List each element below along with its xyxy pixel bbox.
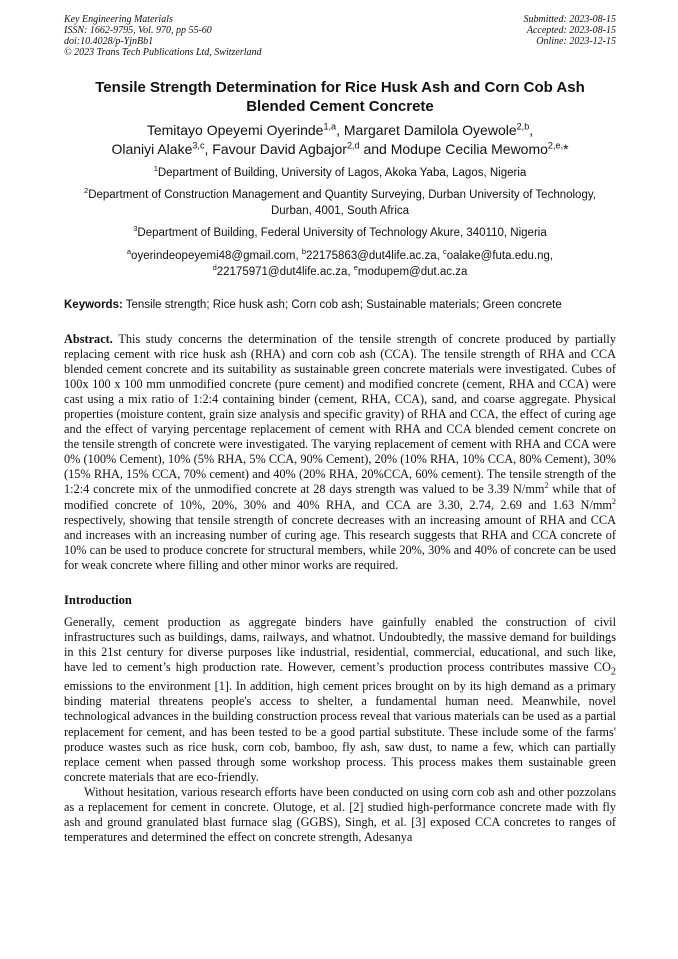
keywords-label: Keywords: [64,299,123,311]
affiliation-text: Department of Building, University of Lagos, Akoka Yaba, Lagos, Nigeria [157,167,527,179]
email-separator: , [436,250,444,262]
submitted-date: Submitted: 2023-08-15 [523,14,616,25]
email-separator: , [347,266,354,278]
introduction-body [64,615,616,845]
intro-text: Generally, cement production as aggregate binders have gainfully enabled the construction of civil infrastructures such as buildings, dams, railways, and whatnot. Undoubtedly, the massive demand for buildings in this 21st century for diverse purposes like industrial, residential, commercial, educational, and such like, have led to cement’s high production rate. However, cement’s production process contributes massive CO [64,614,616,674]
paper-title [64,78,616,116]
email-link[interactable]: oalake@futa.edu.ng [446,250,550,262]
affiliation-text: Department of Construction Management and Quantity Surveying, Durban University of Technology, Durban, 4001, South Africa [88,189,596,217]
email-link[interactable]: modupem@dut.ac.za [357,266,468,278]
email-label: e [353,263,358,273]
affiliation-1 [64,165,616,181]
introduction-heading: Introduction [64,592,132,607]
email-label: d [212,263,217,273]
abstract-text: while that of modified concrete of 10%, 20%, 30% and 40% RHA, and CCA are 3.30, 2.74, 2.69 and 1.63 N/mm [64,482,616,512]
affiliation-2 [64,187,616,219]
email-link[interactable]: 22175863@dut4life.ac.za [306,250,437,262]
author-sup: 2,b [516,121,530,132]
author-name: Margaret Damilola Oyewole [343,122,517,138]
author-name: Modupe Cecilia Mewomo [390,141,548,157]
author-sup: 1,a [323,121,337,132]
co2-subscript: 2 [610,666,616,678]
author-list [64,121,616,159]
email-label: a [126,247,132,257]
email-separator: , [295,250,302,262]
author-separator: and [359,141,391,157]
title-line-1: Tensile Strength Determination for Rice Husk Ash and Corn Cob Ash [95,79,585,96]
accepted-date: Accepted: 2023-08-15 [526,25,616,36]
affiliation-sup: 2 [84,186,89,196]
abstract-text: This study concerns the determination of the tensile strength of concrete produced by partially replacing cement with rice husk ash (RHA) and corn cob ash (CCA). The tensile strength of RHA and CCA blended cement concrete and its suitability as sustainable green concrete materials were investigated. Cubes of 100x 100 x 100 mm unmodified concrete (pure cement) and modified concrete (cement, RHA and CCA) were cast using a mix ratio of 1:2:4 containing binder (cement, RHA, CCA), sand, and coarse aggregate. Physical properties (moisture content, grain size analysis and specific gravity) of RHA and CCA, the effect of curing age and the effect of varying percentage replacement of cement with RHA and CCA blended cement concrete on the tensile strength of concrete were investigated. The varying replacement of cement with RHA and CCA were 0% (100% Cement), 10% (5% RHA, 5% CCA, 90% Cement), 20% (10% RHA, 10% CCA, 80% Cement), 30% (15% RHA, 15% CCA, 70% cement) and 40% (20% RHA, 20%CCA, 60% cement). The tensile strength of the 1:2:4 concrete mix of the unmodified concrete at 28 days strength was valued to be 3.39 N/mm [64,332,616,497]
author-name: Favour David Agbajor [212,141,347,157]
affiliation-sup: 3 [133,224,138,234]
unit-superscript: 2 [544,481,549,491]
author-separator: , [529,122,534,138]
journal-header [64,14,616,58]
journal-doi: doi:10.4028/p-YjnBb1 [64,36,154,47]
corresponding-mark: * [563,141,569,157]
intro-paragraph-1 [64,615,616,785]
online-date: Online: 2023-12-15 [536,36,616,47]
author-sup: 2,e, [547,140,564,151]
journal-issn: ISSN: 1662-9795, Vol. 970, pp 55-60 [64,25,212,36]
keywords-text: Tensile strength; Rice husk ash; Corn cob ash; Sustainable materials; Green concrete [122,299,562,311]
abstract-paragraph [64,332,616,573]
author-sup: 2,d [346,140,360,151]
title-line-2: Blended Cement Concrete [246,98,434,115]
submission-dates [524,14,617,58]
author-name: Olaniyi Alake [111,141,193,157]
author-separator: , [336,122,344,138]
journal-copyright: © 2023 Trans Tech Publications Ltd, Switzerland [64,47,262,58]
email-label: c [443,247,447,257]
abstract-label: Abstract. [64,332,113,346]
author-sup: 3,c [192,140,205,151]
author-emails [64,248,616,280]
unit-superscript: 2 [612,496,616,506]
author-separator: , [204,141,213,157]
intro-paragraph-2: Without hesitation, various research efforts have been conducted on using corn cob ash and other pozzolans as a replacement for cement in concrete. Olutoge, et al. [2] studied high-performance concrete made with fly ash and ground granulated blast furnace slag (GGBS), Singh, et al. [3] exposed CCA concretes to ranges of temperatures and determined the effect on concrete strength, Adesanya [64,784,616,844]
journal-name: Key Engineering Materials [64,14,173,25]
keywords-line [64,299,616,311]
intro-text: emissions to the environment [1]. In addition, high cement prices brought on by its high demand as a primary binding material threatens people's access to shelter, a fundamental human need. Meanwhile, novel technological advances in the building construction process reveal that various materials can be used as a partial replacement for cement, and has been tested to be a good partial substitute. These include some of the farms' produce wastes such as rice husk, corn cob, bamboo, fly ash, saw dust, to name a few, which can partially replace cement when passed through some workshop process. This process makes them sustainable green concrete materials that are eco-friendly. [64,679,616,784]
affiliation-text: Department of Building, Federal University of Technology Akure, 340110, Nigeria [137,227,547,239]
email-link[interactable]: oyerindeopeyemi48@gmail.com [131,250,296,262]
author-name: Temitayo Opeyemi Oyerinde [146,122,324,138]
abstract-text: respectively, showing that tensile strength of concrete decreases with an increasing amount of RHA and CCA and increases with an increasing number of curing age. This research suggests that RHA and CCA concrete of 10% can be used to produce concrete for structural members, while 20%, 30% and 40% of concrete can be used for weak concrete where filling and other minor works are required. [64,512,616,572]
email-link[interactable]: 22175971@dut4life.ac.za [216,266,348,278]
paper-page [64,14,616,845]
journal-info [64,14,262,58]
email-separator: , [549,250,554,262]
email-label: b [301,247,307,257]
affiliation-3 [64,225,616,241]
affiliation-sup: 1 [153,164,158,174]
